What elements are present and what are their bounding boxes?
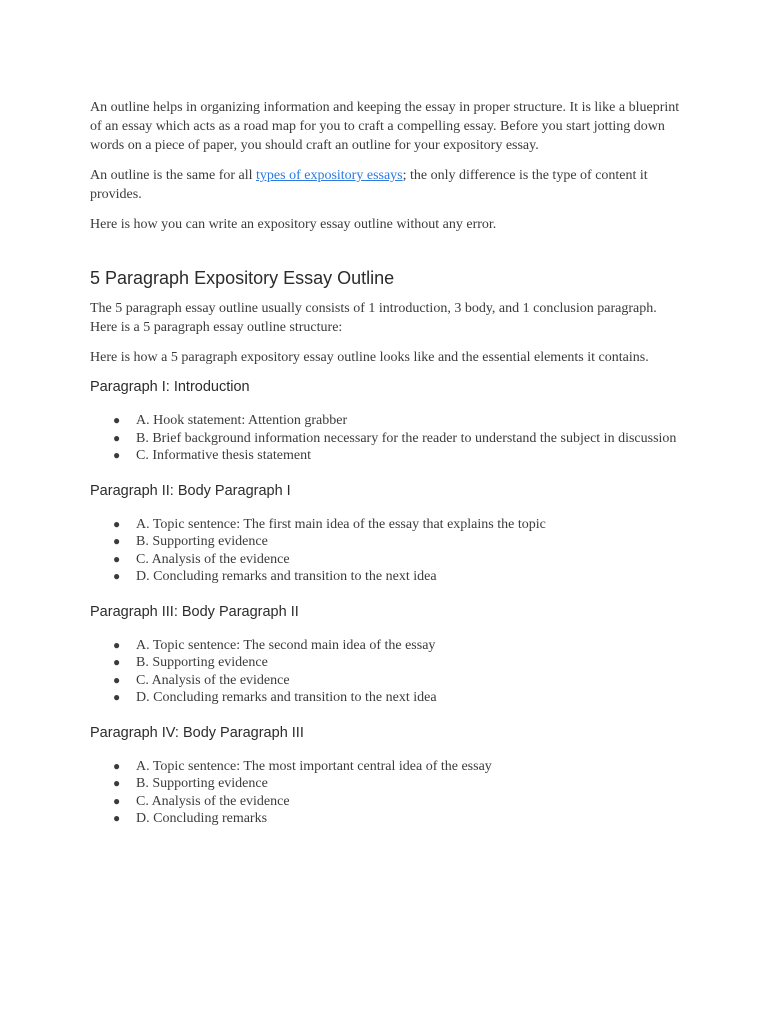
list-item xyxy=(113,430,680,448)
list-item-text: A. Hook statement: Attention grabber xyxy=(136,413,348,428)
list-item xyxy=(113,654,680,672)
list-item xyxy=(113,793,680,811)
list-item-text: B. Supporting evidence xyxy=(136,655,268,670)
list-item-text: B. Brief background information necessary for the reader to understand the subject in discussion xyxy=(136,430,677,446)
list-item xyxy=(113,516,680,534)
list-item xyxy=(113,533,680,551)
section-paragraph-1: The 5 paragraph essay outline usually consists of 1 introduction, 3 body, and 1 conclusion paragraph. Here is a 5 paragraph essay outline structure: xyxy=(90,301,657,335)
list-item-text: D. Concluding remarks and transition to the next idea xyxy=(136,569,437,584)
bullet-icon: ● xyxy=(113,448,121,462)
bullet-icon: ● xyxy=(113,534,121,548)
list-item xyxy=(113,775,680,793)
bullet-icon: ● xyxy=(113,551,121,566)
intro-paragraph-2-text-before: An outline is the same for all xyxy=(90,168,257,183)
outline-list-introduction xyxy=(90,412,680,465)
list-item xyxy=(113,689,680,707)
list-item-text: A. Topic sentence: The most important central idea of the essay xyxy=(136,758,492,774)
list-item-text: C. Analysis of the evidence xyxy=(136,793,290,809)
intro-paragraph-3: Here is how you can write an expository essay outline without any error. xyxy=(90,217,497,232)
list-item-text: B. Supporting evidence xyxy=(136,776,268,791)
intro-paragraph-1: An outline helps in organizing information and keeping the essay in proper structure. It is like a blueprint of an essay which acts as a road map for you to craft a compelling essay. Before you start jotting down words on a piece of paper, you should craft an outline for your expository essay. xyxy=(90,100,680,153)
bullet-icon: ● xyxy=(113,413,121,427)
types-of-expository-essays-link[interactable]: types of expository essays xyxy=(256,168,403,183)
list-item-text: B. Supporting evidence xyxy=(136,534,268,549)
list-item xyxy=(113,447,680,465)
list-item-text: C. Analysis of the evidence xyxy=(136,672,290,688)
outline-list-body-2 xyxy=(90,637,680,707)
outline-list-body-1 xyxy=(90,516,680,586)
list-item xyxy=(113,568,680,586)
bullet-icon: ● xyxy=(113,758,121,773)
list-item xyxy=(113,758,680,776)
list-item-text: C. Analysis of the evidence xyxy=(136,551,290,567)
bullet-icon: ● xyxy=(113,516,121,531)
bullet-icon: ● xyxy=(113,776,121,790)
list-item xyxy=(113,551,680,569)
intro-paragraph-2 xyxy=(90,166,680,204)
section-paragraph-2: Here is how a 5 paragraph expository essay outline looks like and the essential elements it contains. xyxy=(90,350,649,365)
list-item xyxy=(113,810,680,828)
bullet-icon: ● xyxy=(113,672,121,687)
list-item-text: D. Concluding remarks xyxy=(136,811,268,826)
paragraph-heading-body-3: Paragraph IV: Body Paragraph III xyxy=(90,724,304,741)
bullet-icon: ● xyxy=(113,430,121,445)
bullet-icon: ● xyxy=(113,690,121,704)
list-item-text: C. Informative thesis statement xyxy=(136,448,311,463)
list-item xyxy=(113,637,680,655)
bullet-icon: ● xyxy=(113,569,121,583)
list-item xyxy=(113,672,680,690)
intro-paragraph-2-text-after: ; the only difference is the type of content it provides. xyxy=(90,168,648,202)
list-item-text: A. Topic sentence: The first main idea of the essay that explains the topic xyxy=(136,516,546,532)
bullet-icon: ● xyxy=(113,637,121,652)
list-item-text: A. Topic sentence: The second main idea of the essay xyxy=(136,637,436,653)
paragraph-heading-introduction: Paragraph I: Introduction xyxy=(90,379,250,395)
document-page xyxy=(90,98,680,845)
section-title: 5 Paragraph Expository Essay Outline xyxy=(90,268,395,288)
outline-list-body-3 xyxy=(90,758,680,828)
bullet-icon: ● xyxy=(113,811,121,825)
list-item-text: D. Concluding remarks and transition to the next idea xyxy=(136,690,437,705)
bullet-icon: ● xyxy=(113,793,121,808)
paragraph-heading-body-2: Paragraph III: Body Paragraph II xyxy=(90,603,299,620)
list-item xyxy=(113,412,680,430)
paragraph-heading-body-1: Paragraph II: Body Paragraph I xyxy=(90,482,291,499)
bullet-icon: ● xyxy=(113,655,121,669)
